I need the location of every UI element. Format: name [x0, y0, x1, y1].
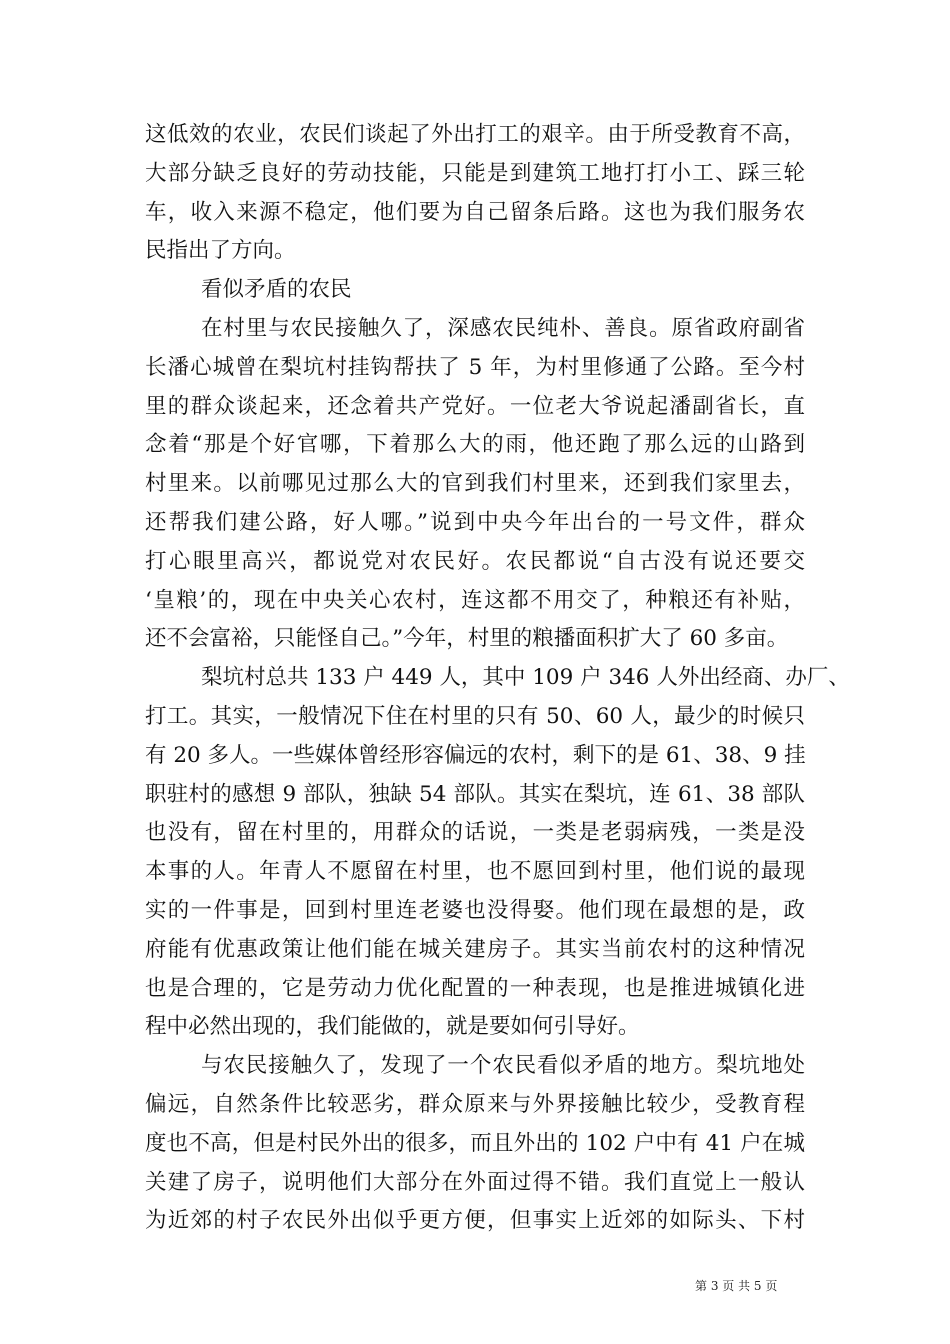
text-line: 车，收入来源不稳定，他们要为自己留条后路。这也为我们服务农 — [145, 199, 805, 225]
text-line: 偏远，自然条件比较恶劣，群众原来与外界接触比较少，受教育程 — [145, 1091, 805, 1117]
text-line: 也没有，留在村里的，用群众的话说，一类是老弱病残，一类是没 — [145, 820, 805, 846]
text-line: 有 20 多人。一些媒体曾经形容偏远的农村，剩下的是 61、38、9 挂 — [145, 742, 806, 768]
text-line: 为近郊的村子农民外出似乎更方便，但事实上近郊的如际头、下村 — [145, 1208, 805, 1234]
text-line: 程中必然出现的，我们能做的，就是要如何引导好。 — [145, 1014, 640, 1040]
text-line: 度也不高，但是村民外出的很多，而且外出的 102 户中有 41 户在城 — [145, 1130, 805, 1156]
text-line: 长潘心城曾在梨坑村挂钩帮扶了 5 年，为村里修通了公路。至今村 — [145, 354, 805, 380]
text-line: 在村里与农民接触久了，深感农民纯朴、善良。原省政府副省 — [201, 315, 805, 341]
text-line: 打工。其实，一般情况下住在村里的只有 50、60 人，最少的时候只 — [145, 703, 805, 729]
text-line: 也是合理的，它是劳动力优化配置的一种表现，也是推进城镇化进 — [145, 975, 805, 1001]
text-line: 念着“那是个好官哪，下着那么大的雨，他还跑了那么远的山路到 — [145, 432, 805, 458]
text-line: 职驻村的感想 9 部队，独缺 54 部队。其实在梨坑，连 61、38 部队 — [145, 781, 805, 807]
page-indicator: 第 3 页 共 5 页 — [695, 1279, 778, 1293]
text-line: 里的群众谈起来，还念着共产党好。一位老大爷说起潘副省长，直 — [145, 393, 805, 419]
text-line: 本事的人。年青人不愿留在村里，也不愿回到村里，他们说的最现 — [145, 859, 805, 885]
text-line: 还不会富裕，只能怪自己。”今年，村里的粮播面积扩大了 60 多亩。 — [145, 626, 789, 652]
section-heading: 看似矛盾的农民 — [201, 277, 352, 303]
text-line: 还帮我们建公路，好人哪。”说到中央今年出台的一号文件，群众 — [145, 509, 805, 535]
text-line: 关建了房子，说明他们大部分在外面过得不错。我们直觉上一般认 — [145, 1169, 805, 1195]
text-line: 府能有优惠政策让他们能在城关建房子。其实当前农村的这种情况 — [145, 936, 805, 962]
text-line: 民指出了方向。 — [145, 238, 296, 264]
document-body — [145, 116, 850, 1241]
text-line: 这低效的农业，农民们谈起了外出打工的艰辛。由于所受教育不高， — [145, 122, 805, 147]
text-line: ‘皇粮’的，现在中央关心农村，连这都不用交了，种粮还有补贴， — [145, 587, 805, 613]
text-line: 与农民接触久了，发现了一个农民看似矛盾的地方。梨坑地处 — [201, 1053, 805, 1079]
text-line: 村里来。以前哪见过那么大的官到我们村里来，还到我们家里去， — [145, 471, 805, 497]
text-line: 大部分缺乏良好的劳动技能，只能是到建筑工地打打小工、踩三轮 — [145, 160, 805, 186]
text-line: 打心眼里高兴，都说党对农民好。农民都说“自古没有说还要交 — [145, 548, 805, 574]
text-line: 实的一件事是，回到村里连老婆也没得娶。他们现在最想的是，政 — [145, 897, 805, 923]
text-line: 梨坑村总共 133 户 449 人，其中 109 户 346 人外出经商、办厂、 — [201, 665, 850, 691]
